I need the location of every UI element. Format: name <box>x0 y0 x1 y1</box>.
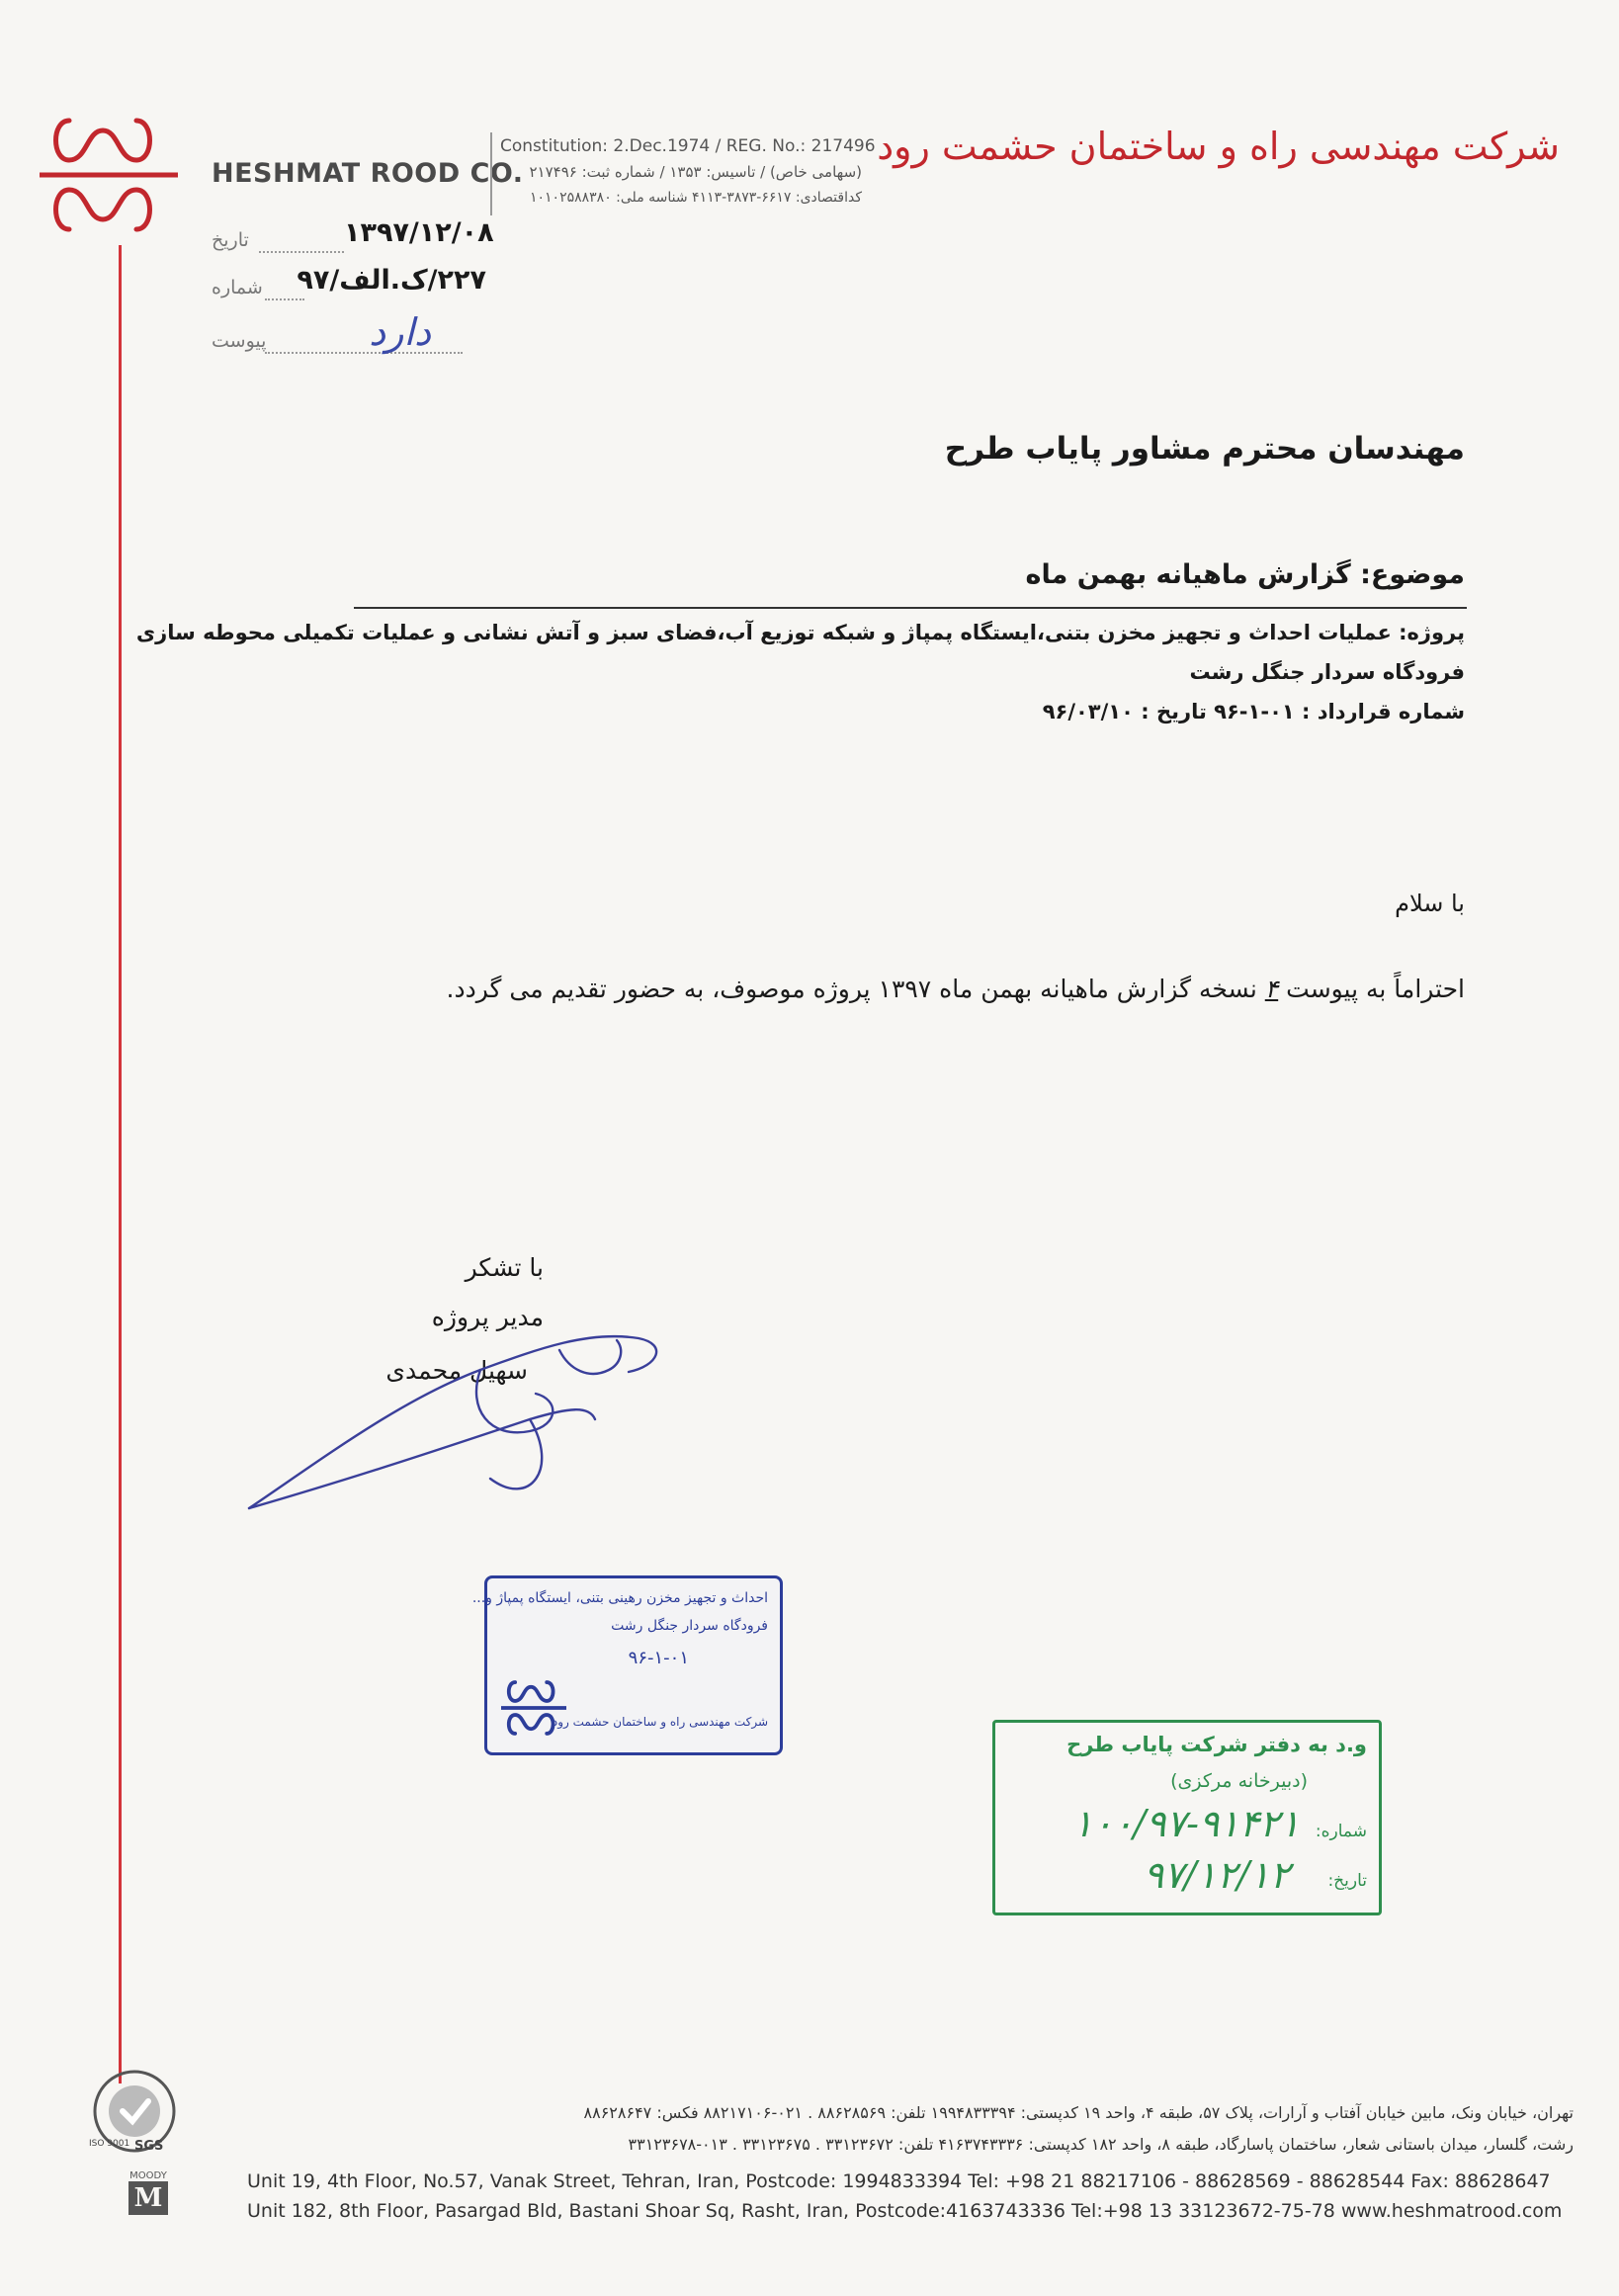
project-line-2: فرودگاه سردار جنگل رشت <box>1189 660 1465 684</box>
cert-sub: ISO 9001 <box>89 2139 130 2149</box>
project-stamp <box>471 1575 783 1755</box>
company-name-en: HESHMAT ROOD CO. <box>212 158 524 189</box>
date-label: تاریخ <box>212 229 249 251</box>
date-value: ۱۳۹۷/۱۲/۰۸ <box>344 217 494 248</box>
moody-logo <box>128 2170 208 2226</box>
receipt-stamp <box>992 1720 1382 1915</box>
footer-address-en-2: Unit 182, 8th Floor, Pasargad Bld, Bastani Shoar Sq, Rasht, Iran, Postcode:4163743336 Tel:+98 13 33123672-75-78 www.heshmatrood.com <box>247 2200 1563 2222</box>
moody-mark-icon: M <box>128 2181 168 2215</box>
stamp-blue-line-4: شرکت مهندسی راه و ساختمان حشمت رود <box>552 1715 768 1729</box>
margin-line <box>119 245 122 2083</box>
position-title: مدیر پروژه <box>431 1303 544 1331</box>
footer-address-fa-1: تهران، خیابان ونک، مابین خیابان آفتاب و آرارات، پلاک ۵۷، طبقه ۴، واحد ۱۹ کدپستی: ۱۹۹۴۸۳۳۳۹۴ تلفن: ۸۸۶۲۸۵۶۹ . ۰۲۱-۸۸۲۱۷۱۰۶ فکس: ۸۸۶۲۸۶۴۷ <box>583 2103 1574 2122</box>
company-name-fa: شرکت مهندسی راه و ساختمان حشمت رود <box>877 125 1560 168</box>
body-start: احتراماً به پیوست <box>1286 975 1465 1003</box>
stamp-blue-line-3: ۹۶-۱-۰۱ <box>628 1648 689 1668</box>
project-line-1: پروژه: عملیات احداث و تجهیز مخزن بتنی،ایستگاه پمپاژ و شبکه توزیع آب،فضای سبز و آتش نشانی و عملیات تکمیلی محوطه سازی <box>135 621 1465 644</box>
thanks: با تشکر <box>465 1253 544 1282</box>
stamp-logo-icon <box>501 1677 566 1739</box>
stamp-green-date-label: تاریخ: <box>1327 1871 1367 1891</box>
subject-line: موضوع: گزارش ماهیانه بهمن ماه <box>1025 559 1465 590</box>
sgs-certificate-logo <box>89 2068 180 2159</box>
footer-address-fa-2: رشت، گلسار، میدان باستانی شعار، ساختمان پاسارگاد، طبقه ۸، واحد ۱۸۲ کدپستی: ۴۱۶۳۷۴۳۳۳۶ تلفن: ۳۳۱۲۳۶۷۲ . ۳۳۱۲۳۶۷۵ . ۰۱۳-۳۳۱۲۳۶۷۸ <box>628 2135 1574 2154</box>
body-end: نسخه گزارش ماهیانه بهمن ماه ۱۳۹۷ پروژه موصوف، به حضور تقدیم می گردد. <box>446 975 1257 1003</box>
signer-name: سهیل محمدی <box>385 1356 528 1385</box>
contract-line: شماره قرارداد : ۰۱-۱-۹۶ تاریخ : ۹۶/۰۳/۱۰ <box>1042 700 1465 723</box>
economic-code-fa: کداقتصادی: ۶۶۱۷-۳۸۷۳-۴۱۱۳ شناسه ملی: ۱۰۱۰۲۵۸۸۳۸۰ <box>530 190 862 206</box>
stamp-blue-line-2: فرودگاه سردار جنگل رشت <box>611 1618 768 1634</box>
attachment-value: دارد <box>369 310 431 354</box>
handwritten-signature <box>233 1311 708 1520</box>
constitution-fa: (سهامی خاص) / تاسیس: ۱۳۵۳ / شماره ثبت: ۲۱۷۴۹۶ <box>529 163 862 181</box>
stamp-green-date-value: ۹۷/۱۲/۱۲ <box>1143 1853 1290 1897</box>
subject-rule <box>354 607 1467 609</box>
company-logo <box>40 111 178 239</box>
constitution-en: Constitution: 2.Dec.1974 / REG. No.: 217496 <box>500 136 876 156</box>
body-paragraph <box>447 975 1465 1003</box>
recipient-heading: مهندسان محترم مشاور پایاب طرح <box>944 431 1465 467</box>
footer-address-en-1: Unit 19, 4th Floor, No.57, Vanak Street, Tehran, Iran, Postcode: 1994833394 Tel: +98 21 88217106 - 88628569 - 88628544 Fax: 88628647 <box>247 2170 1551 2192</box>
stamp-green-number-label: شماره: <box>1315 1822 1367 1841</box>
greeting: با سلام <box>1395 890 1465 917</box>
stamp-green-number-value: ۱۰۰/۹۷-۹۱۴۲۱ <box>1072 1802 1300 1845</box>
number-dots <box>265 298 304 300</box>
number-label: شماره <box>212 277 263 298</box>
stamp-green-subtitle: (دبیرخانه مرکزی) <box>1170 1770 1308 1792</box>
cert-text: SGS <box>134 2139 164 2154</box>
stamp-blue-line-1: احداث و تجهیز مخزن رهینی بتنی، ایستگاه پمپاژ و... <box>471 1590 768 1606</box>
date-dots <box>259 251 344 253</box>
body-count: ۴ <box>1264 975 1279 1003</box>
attachment-label: پیوست <box>212 330 267 352</box>
stamp-green-title: و.د به دفتر شرکت پایاب طرح <box>1066 1733 1367 1756</box>
number-value: ۲۲۷/ک.الف/۹۷ <box>297 265 486 296</box>
moody-text: MOODY <box>129 2170 167 2181</box>
